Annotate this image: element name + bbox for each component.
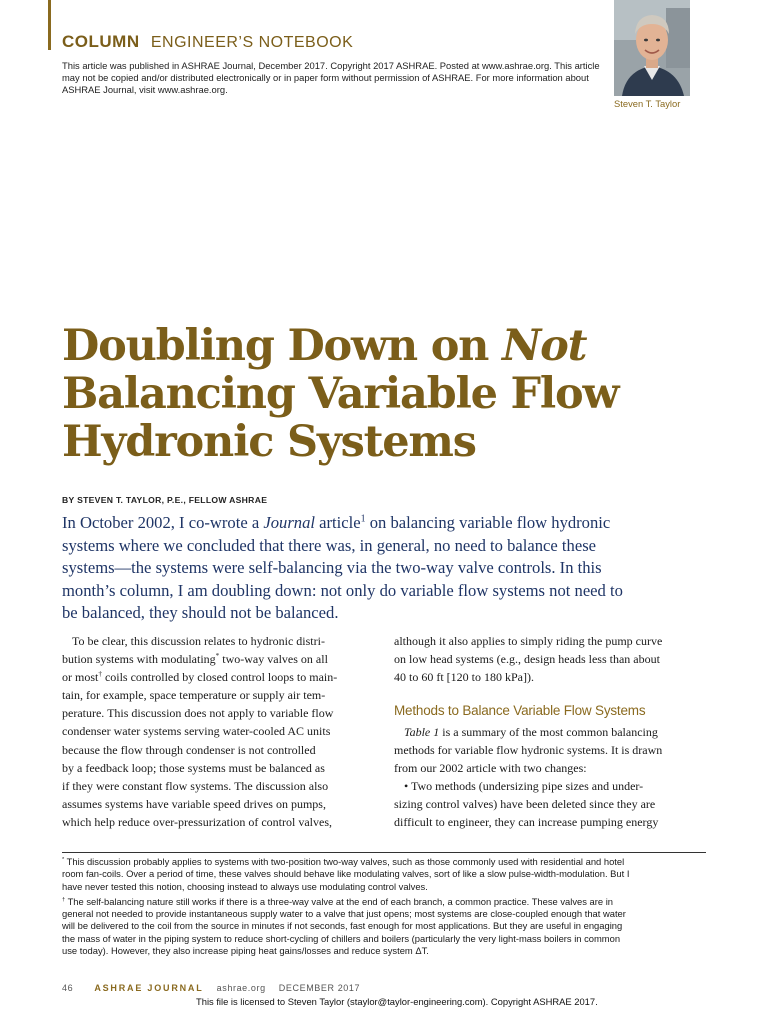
title-line-2: Balancing Variable Flow: [62, 369, 619, 419]
table-reference: Table 1: [404, 725, 440, 739]
author-photo: [614, 0, 690, 96]
body-column-right-bottom: Table 1 is a summary of the most common balancing methods for variable flow hydronic systems. It is drawn from our 2002 article with two changes: • Two methods (undersizing pipe sizes and under- sizing control valves) have been deleted since they are difficult to engineer, they can increase pumping energy: [394, 725, 663, 830]
issue-date: DECEMBER 2017: [278, 983, 361, 993]
byline: BY STEVEN T. TAYLOR, P.E., FELLOW ASHRAE: [62, 495, 268, 505]
column-label: COLUMN: [62, 32, 140, 51]
page-number: 46: [62, 983, 74, 993]
footnote-divider: [62, 852, 706, 853]
page-footer: [62, 983, 360, 993]
reference-marker: 1: [360, 513, 366, 525]
journal-emphasis: Journal: [263, 513, 315, 532]
footnotes: * This discussion probably applies to systems with two-position two-way valves, such as those commonly used with residential and hotel room fan-coils. Over a period of time, these valves should behave like modulating valves, sort of like a slow pulse-width-modulation. But I have never tested this notion, choosing instead to always use modulating control valves. † The self-balancing nature still works if there is a three-way valve at the end of each branch, a common practice. These valves are in general not needed to provide instantaneous supply water to a valve that just opens; most systems are close-coupled enough that water will be delivered to the coil from the source in minutes if not seconds, fast enough for most applications. But they are useful in engaging the mass of water in the piping system to reduce short-cycling of chillers and boilers (particularly the very light-mass boilers in common use today). However, they also increase piping heat gains/losses and reduce system ΔT.: [62, 856, 630, 957]
column-name: ENGINEER’S NOTEBOOK: [150, 34, 354, 51]
footnote-marker-dagger: †: [98, 670, 102, 679]
body-column-left: To be clear, this discussion relates to hydronic distri- bution systems with modulating* two-way valves on all or most† coils controlled by closed control loops to main- tain, for example, space temperature or supply air tem- perature. This discussion does not apply to variable flow condenser water systems serving water-cooled AC units because the flow through condenser is not controlled by a feedback loop; those systems must be balanced as if they were constant flow systems. The discussion also assumes systems have variable speed drives on pumps, which help reduce over-pressurization of control valves,: [62, 634, 338, 829]
title-line-3: Hydronic Systems: [62, 417, 476, 467]
footnote-marker-asterisk: *: [215, 652, 220, 661]
title-emphasis: Not: [502, 321, 587, 371]
author-photo-caption: Steven T. Taylor: [614, 98, 681, 109]
copyright-notice: This article was published in ASHRAE Journal, December 2017. Copyright 2017 ASHRAE. Posted at www.ashrae.org. This article may not be copied and/or distributed electronically or in paper form without permission of ASHRAE. For more information about ASHRAE Journal, visit www.ashrae.org.: [62, 60, 600, 95]
body-column-right-top: although it also applies to simply riding the pump curve on low head systems (e.g., design heads less than about 40 to 60 ft [120 to 180 kPa]).: [394, 634, 663, 685]
journal-site: ashrae.org: [216, 983, 266, 993]
article-title: [62, 322, 702, 466]
column-accent-bar: [48, 0, 51, 50]
lede-paragraph: In October 2002, I co-wrote a Journal article$^1$ on balancing variable flow hydronic systems where we concluded that there was, in general, no need to balance these systems—the systems were self-balancing via the two-way valve controls. In this month’s column, I am doubling down: not only do variable flow systems not need to be balanced, they should not be balanced.: [62, 513, 623, 622]
journal-name: ASHRAE JOURNAL: [94, 983, 204, 993]
section-subhead: Methods to Balance Variable Flow Systems: [394, 703, 646, 718]
license-notice: This file is licensed to Steven Taylor (staylor@taylor-engineering.com). Copyright ASHRAE 2017.: [196, 996, 598, 1007]
column-heading: [62, 32, 353, 52]
title-line-1: Doubling Down on Not: [62, 321, 587, 371]
